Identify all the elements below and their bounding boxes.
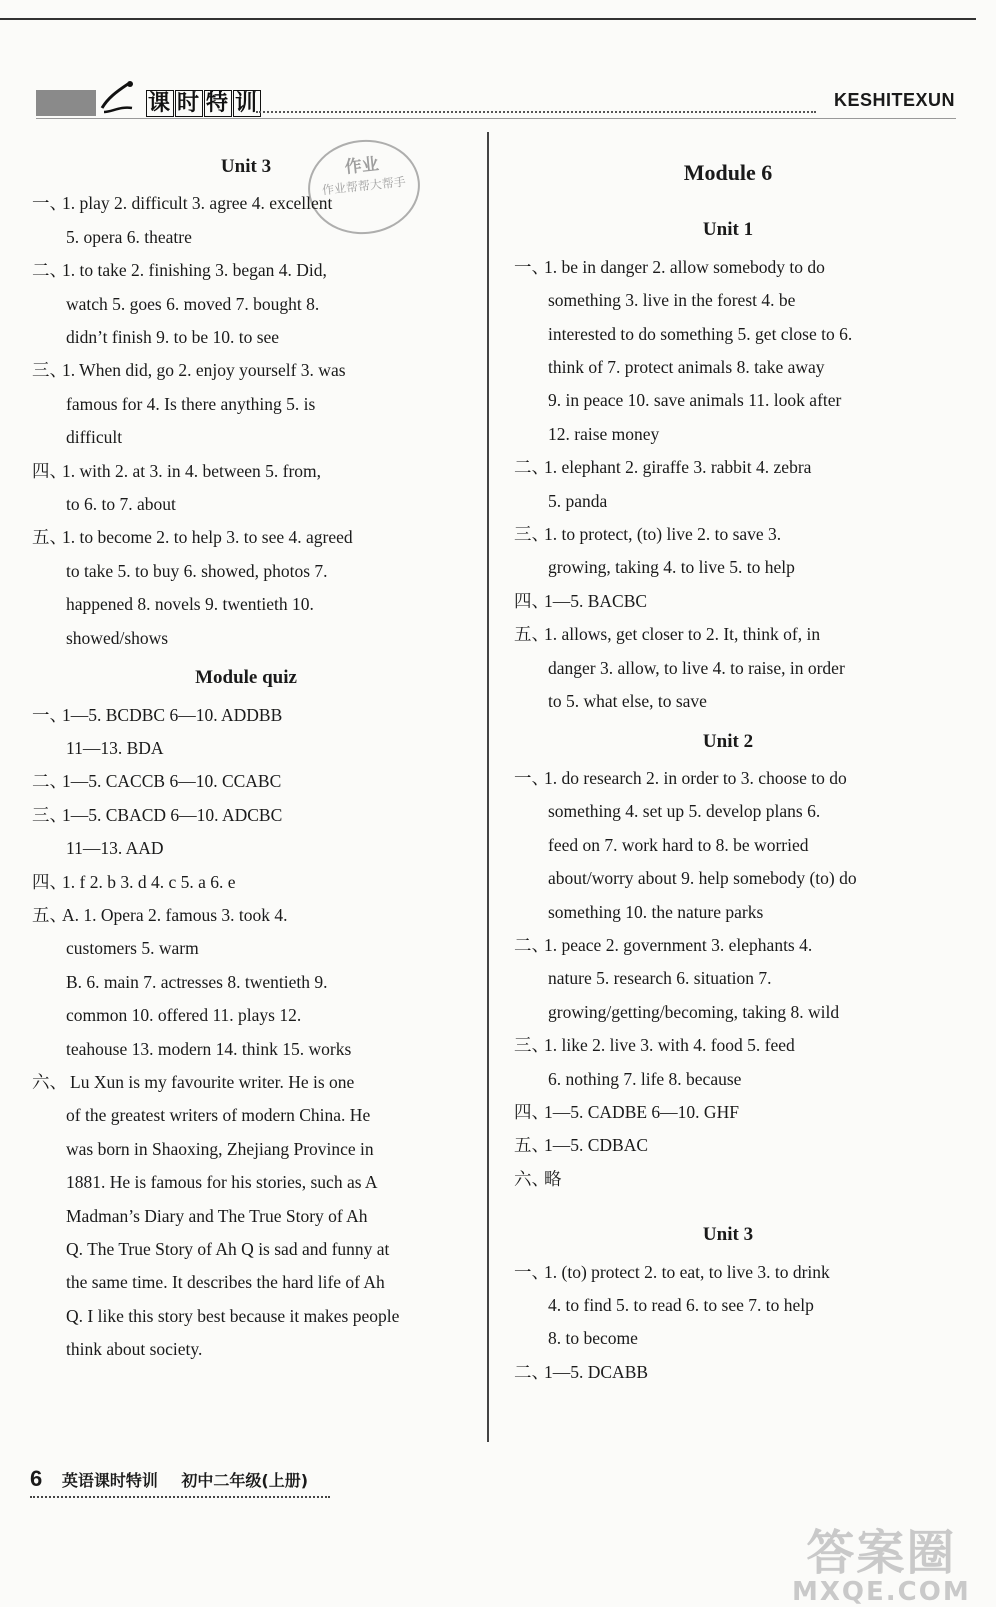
answer-text: showed/shows xyxy=(66,627,169,648)
answer-text: 1. elephant 2. giraffe 3. rabbit 4. zebra xyxy=(544,457,812,478)
section-label: 三、 xyxy=(32,804,67,825)
answer-line xyxy=(514,384,942,417)
footer-dotted-rule xyxy=(30,1496,330,1498)
answer-text: growing/getting/becoming, taking 8. wild xyxy=(548,1001,840,1022)
answer-line xyxy=(32,388,460,421)
answer-line xyxy=(514,418,942,451)
answer-text: 1—5. CDBAC xyxy=(544,1135,649,1156)
answer-text: famous for 4. Is there anything 5. is xyxy=(66,393,316,414)
answer-line xyxy=(514,1289,942,1322)
answer-line xyxy=(514,652,942,685)
answer-line xyxy=(514,996,942,1029)
section-label: 四、 xyxy=(514,1101,549,1122)
essay-line: Q. I like this story best because it makes people xyxy=(66,1305,400,1326)
section-label: 三、 xyxy=(514,524,549,545)
unit3-right-heading: Unit 3 xyxy=(702,1224,754,1246)
quiz-answers xyxy=(32,699,460,1066)
header-title-char: 训 xyxy=(235,91,260,116)
answer-text: 1. to become 2. to help 3. to see 4. agreed xyxy=(62,527,353,548)
answer-text: 11—13. BDA xyxy=(66,737,164,758)
answer-text: 1. to protect, (to) live 2. to save 3. xyxy=(544,524,782,545)
answer-text: A. 1. Opera 2. famous 3. took 4. xyxy=(62,904,288,925)
answer-text: watch 5. goes 6. moved 7. bought 8. xyxy=(66,293,320,314)
answer-line xyxy=(514,1256,942,1289)
unit1-heading: Unit 1 xyxy=(702,219,754,241)
essay-line: the same time. It describes the hard life of Ah xyxy=(66,1272,385,1293)
answer-text: difficult xyxy=(66,427,123,448)
answer-line xyxy=(32,832,460,865)
answer-line xyxy=(32,732,460,765)
answer-line xyxy=(514,551,942,584)
section-label: 三、 xyxy=(514,1035,549,1056)
answer-line xyxy=(32,866,460,899)
left-column xyxy=(32,146,460,1367)
answer-line xyxy=(32,765,460,798)
section-label: 六、 xyxy=(514,1168,549,1189)
answer-text: think of 7. protect animals 8. take away xyxy=(548,357,825,378)
section-label: 一、 xyxy=(514,256,549,277)
answer-line xyxy=(32,932,460,965)
answer-text: 1—5. CADBE 6—10. GHF xyxy=(544,1101,739,1122)
module6-heading: Module 6 xyxy=(683,160,773,185)
answer-text: 6. nothing 7. life 8. because xyxy=(548,1068,742,1089)
answer-text: 1. f 2. b 3. d 4. c 5. a 6. e xyxy=(62,871,236,892)
essay-line: think about society. xyxy=(66,1339,203,1360)
answer-text: to 6. to 7. about xyxy=(66,494,176,515)
answer-text: 1—5. CACCB 6—10. CCABC xyxy=(62,771,282,792)
header-gray-bar xyxy=(36,90,96,116)
answer-line xyxy=(32,899,460,932)
answer-text: nature 5. research 6. situation 7. xyxy=(548,968,772,989)
answer-text: 1—5. BACBC xyxy=(544,590,648,611)
section-label: 一、 xyxy=(514,1261,549,1282)
answer-line xyxy=(514,1063,942,1096)
answer-text: 1—5. DCABB xyxy=(544,1361,649,1382)
essay-line: Madman’s Diary and The True Story of Ah xyxy=(66,1205,368,1226)
answer-line xyxy=(514,585,942,618)
stamp-text: 作业 xyxy=(343,154,380,178)
section-label: 四、 xyxy=(32,871,67,892)
answer-line xyxy=(32,1033,460,1066)
essay-body xyxy=(32,1099,460,1366)
section-label: 三、 xyxy=(32,360,67,381)
answer-text: 1. do research 2. in order to 3. choose to do xyxy=(544,767,847,788)
section-label: 五、 xyxy=(514,624,549,645)
right-column xyxy=(514,146,942,1389)
watermark xyxy=(792,1514,971,1607)
answer-line xyxy=(514,318,942,351)
answer-line xyxy=(32,488,460,521)
header-title xyxy=(146,86,262,117)
section-label: 五、 xyxy=(514,1135,549,1156)
essay-line: was born in Shaoxing, Zhejiang Province in xyxy=(66,1138,374,1159)
page-number: 6 xyxy=(30,1466,43,1491)
answer-line xyxy=(32,288,460,321)
header-title-char: 特 xyxy=(206,91,231,116)
module-quiz-heading: Module quiz xyxy=(195,667,297,689)
answer-text: 略 xyxy=(544,1168,562,1189)
answer-text: 9. in peace 10. save animals 11. look after xyxy=(548,390,842,411)
answer-text: 1. be in danger 2. allow somebody to do xyxy=(544,256,825,277)
header-title-char: 时 xyxy=(177,91,202,116)
essay-line: of the greatest writers of modern China. He xyxy=(66,1105,371,1126)
answer-line xyxy=(514,451,942,484)
answer-line xyxy=(32,999,460,1032)
essay-line: Q. The True Story of Ah Q is sad and funny at xyxy=(66,1239,390,1259)
answer-line xyxy=(32,555,460,588)
watermark-text: 答案圈 xyxy=(806,1525,957,1581)
answer-text: 1. (to) protect 2. to eat, to live 3. to drink xyxy=(544,1261,830,1282)
section-label: 四、 xyxy=(514,590,549,611)
answer-text: 1—5. CBACD 6—10. ADCBC xyxy=(62,804,283,825)
answer-text: 1. peace 2. government 3. elephants 4. xyxy=(544,934,813,955)
answer-line xyxy=(514,618,942,651)
answer-line xyxy=(514,896,942,929)
answer-line xyxy=(514,284,942,317)
answer-line xyxy=(32,799,460,832)
answer-line xyxy=(32,455,460,488)
header-bottom-rule xyxy=(36,118,956,119)
answer-text: something 4. set up 5. develop plans 6. xyxy=(548,801,821,822)
answer-text: 1. to take 2. finishing 3. began 4. Did, xyxy=(62,260,327,281)
answer-line xyxy=(514,518,942,551)
answer-line xyxy=(514,1356,942,1389)
answer-line xyxy=(32,221,460,254)
answer-text: something 3. live in the forest 4. be xyxy=(548,290,796,311)
answer-line xyxy=(514,685,942,718)
answer-line xyxy=(32,521,460,554)
answer-text: 1. When did, go 2. enjoy yourself 3. was xyxy=(62,360,346,381)
unit2-heading: Unit 2 xyxy=(702,730,754,752)
section-label: 一、 xyxy=(514,767,549,788)
answer-text: something 10. the nature parks xyxy=(548,901,764,922)
answer-line xyxy=(514,862,942,895)
pen-hand-icon xyxy=(98,78,140,118)
answer-text: 5. opera 6. theatre xyxy=(66,226,192,247)
essay-section-label: 六、 xyxy=(32,1071,67,1092)
section-label: 五、 xyxy=(32,527,67,548)
answer-text: to take 5. to buy 6. showed, photos 7. xyxy=(66,560,328,581)
answer-line xyxy=(32,321,460,354)
top-border xyxy=(0,18,976,20)
header-right-label: KESHITEXUN xyxy=(834,90,956,110)
answer-line xyxy=(514,351,942,384)
section-label: 二、 xyxy=(32,260,67,281)
answer-text: 1. with 2. at 3. in 4. between 5. from, xyxy=(62,460,322,481)
footer xyxy=(30,1466,308,1492)
unit1-answers xyxy=(514,251,942,719)
answer-text: happened 8. novels 9. twentieth 10. xyxy=(66,594,314,615)
column-divider xyxy=(487,132,489,1442)
answer-text: didn’t finish 9. to be 10. to see xyxy=(66,327,280,348)
answer-line xyxy=(514,795,942,828)
answer-line xyxy=(32,354,460,387)
answer-text: 12. raise money xyxy=(548,423,660,444)
header-title-char: 课 xyxy=(148,91,173,116)
section-label: 一、 xyxy=(32,193,67,214)
answer-line xyxy=(32,254,460,287)
unit2-answers xyxy=(514,762,942,1196)
unit3-right-answers xyxy=(514,1256,942,1390)
section-label: 二、 xyxy=(514,457,549,478)
answer-text: 1. like 2. live 3. with 4. food 5. feed xyxy=(544,1035,795,1056)
section-label: 四、 xyxy=(32,460,67,481)
answer-line xyxy=(514,1096,942,1129)
answer-line xyxy=(514,962,942,995)
answer-text: 1—5. BCDBC 6—10. ADDBB xyxy=(62,704,283,725)
answer-line xyxy=(514,1129,942,1162)
answer-line xyxy=(514,929,942,962)
answer-text: danger 3. allow, to live 4. to raise, in order xyxy=(548,657,845,678)
answer-text: interested to do something 5. get close to 6. xyxy=(548,323,853,344)
answer-text: 8. to become xyxy=(548,1328,638,1349)
answer-line xyxy=(32,588,460,621)
unit3-heading: Unit 3 xyxy=(220,156,272,177)
answer-text: growing, taking 4. to live 5. to help xyxy=(548,557,795,578)
answer-line xyxy=(32,699,460,732)
essay-line: 1881. He is famous for his stories, such as A xyxy=(66,1172,378,1193)
header-dotted-rule xyxy=(256,111,816,113)
answer-text: 1. play 2. difficult 3. agree 4. excellent xyxy=(62,193,333,214)
answer-text: 11—13. AAD xyxy=(66,838,164,859)
watermark-url: MXQE.COM xyxy=(792,1577,971,1607)
footer-grade: 初中二年级(上册) xyxy=(181,1471,309,1490)
section-label: 二、 xyxy=(514,1361,549,1382)
answer-text: 5. panda xyxy=(548,490,608,511)
answer-line xyxy=(514,1163,942,1196)
answer-text: B. 6. main 7. actresses 8. twentieth 9. xyxy=(66,971,328,992)
answer-text: common 10. offered 11. plays 12. xyxy=(66,1005,302,1026)
answer-line xyxy=(514,1322,942,1355)
essay-line: Lu Xun is my favourite writer. He is one xyxy=(70,1071,355,1092)
answer-line xyxy=(514,485,942,518)
unit3-answers xyxy=(32,187,460,655)
answer-line xyxy=(32,622,460,655)
section-label: 五、 xyxy=(32,904,67,925)
footer-book-title: 英语课时特训 xyxy=(61,1471,158,1490)
answer-line xyxy=(514,829,942,862)
answer-text: 4. to find 5. to read 6. to see 7. to help xyxy=(548,1295,814,1315)
answer-line xyxy=(32,187,460,220)
answer-text: 1. allows, get closer to 2. It, think of, in xyxy=(544,624,821,645)
section-label: 二、 xyxy=(32,771,67,792)
section-label: 一、 xyxy=(32,704,67,725)
answer-text: feed on 7. work hard to 8. be worried xyxy=(548,834,809,855)
answer-text: about/worry about 9. help somebody (to) do xyxy=(548,868,857,889)
answer-text: teahouse 13. modern 14. think 15. works xyxy=(66,1038,352,1059)
answer-line xyxy=(32,421,460,454)
essay xyxy=(32,1066,460,1367)
answer-line xyxy=(514,762,942,795)
answer-line xyxy=(32,966,460,999)
answer-line xyxy=(514,251,942,284)
answer-text: customers 5. warm xyxy=(66,938,199,959)
section-label: 二、 xyxy=(514,934,549,955)
answer-line xyxy=(514,1029,942,1062)
answer-text: to 5. what else, to save xyxy=(548,691,707,712)
stamp-subtext: 作业帮帮大帮手 xyxy=(321,174,407,198)
